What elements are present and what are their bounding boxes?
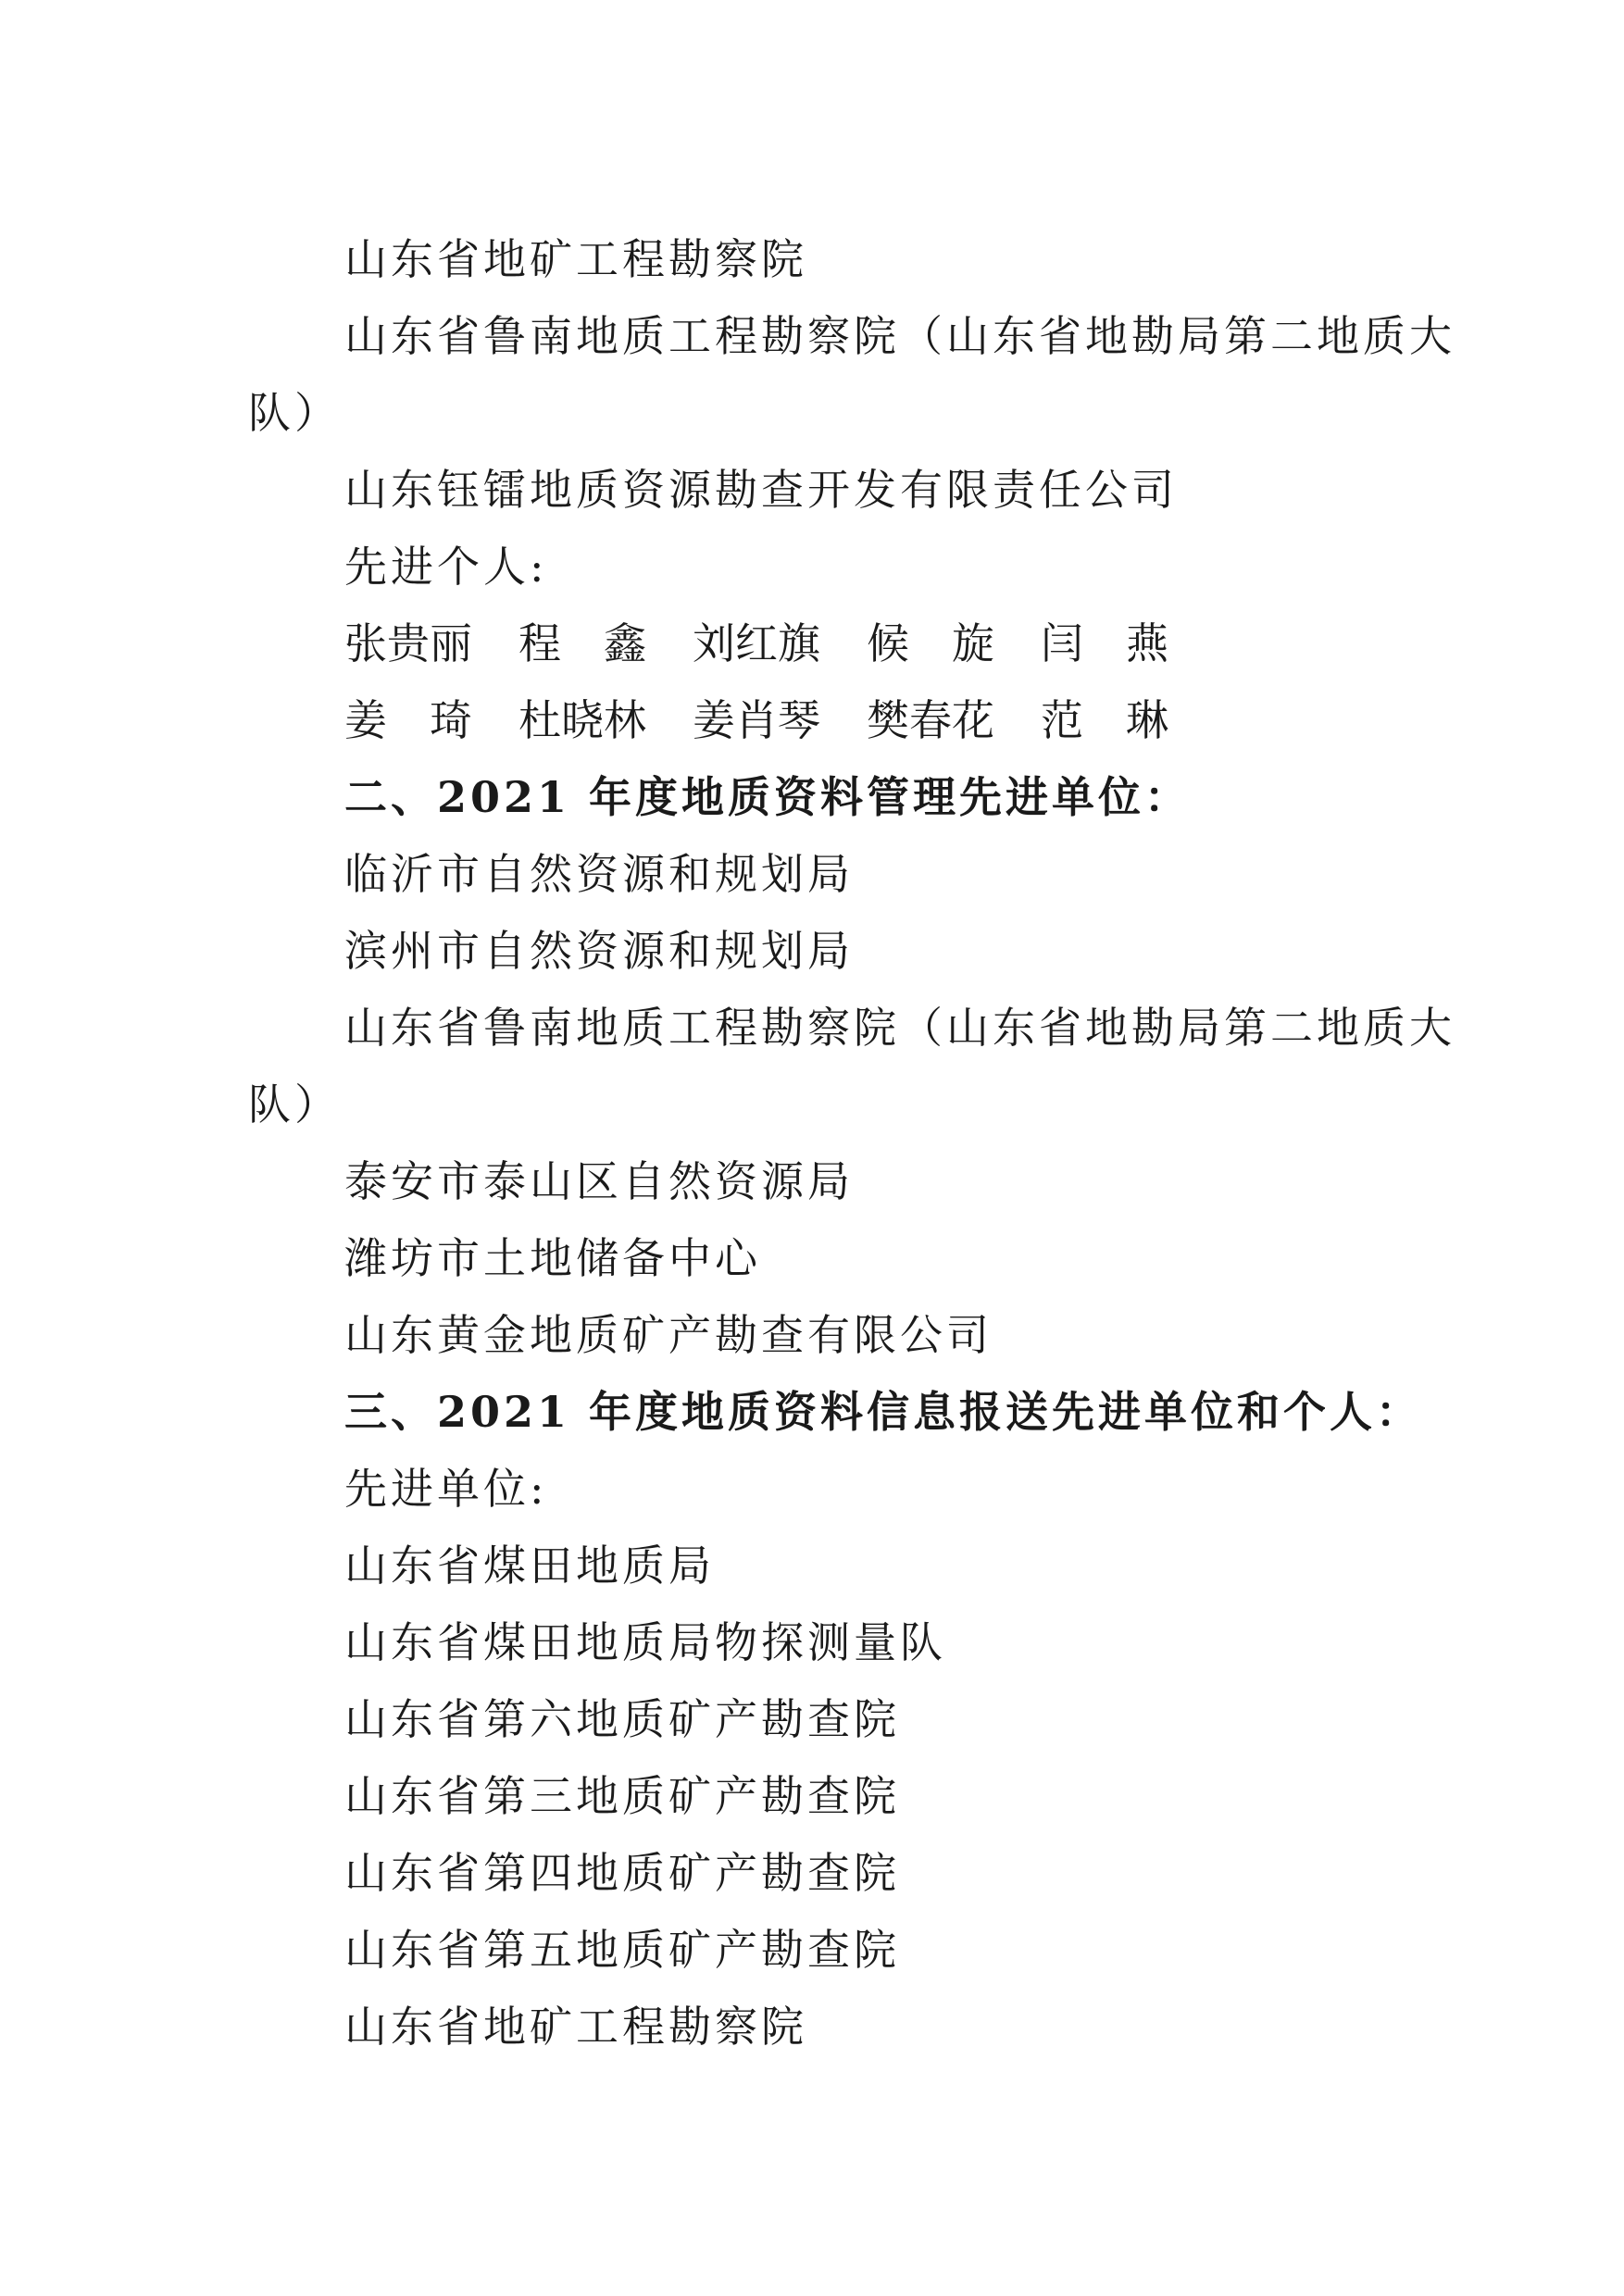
person-name: 刘红旗 xyxy=(693,618,820,668)
unit-line: 山东省煤田地质局物探测量队 xyxy=(344,1617,946,1667)
unit-line: 山东省第六地质矿产勘查院 xyxy=(344,1694,900,1744)
unit-line: 山东省第三地质矿产勘查院 xyxy=(344,1771,900,1821)
person-name: 张贵丽 xyxy=(344,618,472,668)
unit-line: 山东钰镭地质资源勘查开发有限责任公司 xyxy=(344,465,1178,515)
unit-line: 潍坊市土地储备中心 xyxy=(344,1233,761,1283)
unit-line: 滨州市自然资源和规划局 xyxy=(344,926,854,976)
unit-line: 泰安市泰山区自然资源局 xyxy=(344,1156,854,1206)
unit-line: 山东省煤田地质局 xyxy=(344,1541,715,1591)
person-name: 范 琳 xyxy=(1041,695,1168,745)
person-name: 姜肖琴 xyxy=(693,695,820,745)
person-name: 闫 燕 xyxy=(1041,618,1168,668)
unit-line-continuation: 队） xyxy=(248,388,341,438)
unit-line: 山东省地矿工程勘察院 xyxy=(344,234,807,284)
section-heading: 三、2021 年度地质资料信息报送先进单位和个人： xyxy=(344,1387,1423,1437)
unit-line: 山东省地矿工程勘察院 xyxy=(344,2002,807,2052)
person-name: 程 鑫 xyxy=(518,618,646,668)
person-name: 姜 琦 xyxy=(344,695,472,745)
unit-line: 山东省鲁南地质工程勘察院（山东省地勘局第二地质大 xyxy=(344,311,1455,361)
unit-line: 山东省第五地质矿产勘查院 xyxy=(344,1925,900,1975)
section-heading: 二、2021 年度地质资料管理先进单位： xyxy=(344,772,1192,822)
unit-line: 山东省第四地质矿产勘查院 xyxy=(344,1848,900,1898)
person-name: 候 旋 xyxy=(867,618,994,668)
person-name: 樊春花 xyxy=(867,695,994,745)
person-name: 杜晓林 xyxy=(518,695,646,745)
unit-line-continuation: 队） xyxy=(248,1079,341,1129)
unit-line: 临沂市自然资源和规划局 xyxy=(344,849,854,899)
unit-line: 山东省鲁南地质工程勘察院（山东省地勘局第二地质大 xyxy=(344,1003,1455,1053)
units-label: 先进单位: xyxy=(344,1464,548,1514)
unit-line: 山东黄金地质矿产勘查有限公司 xyxy=(344,1310,993,1360)
individuals-label: 先进个人: xyxy=(344,542,548,592)
